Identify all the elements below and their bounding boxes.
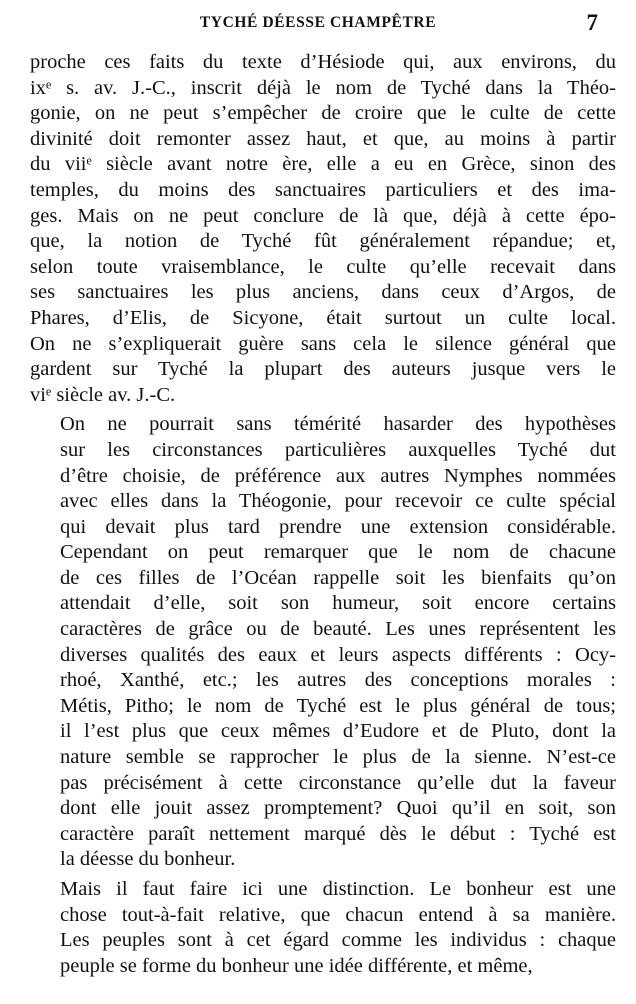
text-line: proche ces faits du texte d’Hésiode qui, aux environs, du bbox=[30, 51, 616, 73]
body-text bbox=[30, 50, 616, 983]
text-line: qui devait plus tard prendre une extension considérable. bbox=[60, 515, 616, 538]
text-line: caractère paraît nettement marqué dès le début : Tyché est bbox=[60, 822, 616, 845]
text-line: pas précisément à cette circonstance qu’elle dut la faveur bbox=[60, 771, 616, 794]
text-line: d’être choisie, de préférence aux autres Nymphes nommées bbox=[60, 464, 616, 487]
text-line: ses sanctuaires les plus anciens, dans ceux d’Argos, de bbox=[30, 281, 616, 304]
paragraph bbox=[30, 412, 616, 873]
text-line: la déesse du bonheur. bbox=[60, 848, 236, 871]
text-line: attendait d’elle, soit son humeur, soit encore certains bbox=[60, 592, 616, 615]
page-header bbox=[0, 12, 636, 38]
text-line: Cependant on peut remarquer que le nom de chacune bbox=[60, 541, 616, 564]
text-line: ixᵉ s. av. J.-C., inscrit déjà le nom de Tyché dans la Théo- bbox=[30, 76, 616, 99]
paragraph bbox=[30, 50, 616, 408]
page-number: 7 bbox=[586, 10, 598, 35]
text-line: chose tout-à-fait relative, que chacun entend à sa manière. bbox=[60, 903, 616, 926]
paragraph bbox=[30, 877, 616, 979]
text-line: gonie, on ne peut s’empêcher de croire que le culte de cette bbox=[30, 102, 616, 125]
text-line: sur les circonstances particulières auxquelles Tyché dut bbox=[60, 438, 616, 461]
text-line: selon toute vraisemblance, le culte qu’elle recevait dans bbox=[30, 255, 616, 278]
text-line: Métis, Pitho; le nom de Tyché est le plus général de tous; bbox=[60, 694, 616, 717]
text-line: de ces filles de l’Océan rappelle soit les bienfaits qu’on bbox=[60, 566, 616, 589]
text-line: que, la notion de Tyché fût généralement répandue; et, bbox=[30, 230, 616, 253]
text-line: viᵉ siècle av. J.-C. bbox=[30, 383, 176, 406]
text-line: il l’est plus que ceux mêmes d’Eudore et de Pluto, dont la bbox=[60, 720, 616, 743]
text-line: divinité doit remonter assez haut, et que, au moins à partir bbox=[30, 127, 616, 150]
text-line: dont elle jouit assez promptement? Quoi qu’il en soit, son bbox=[60, 797, 616, 820]
running-title: TYCHÉ DÉESSE CHAMPÊTRE bbox=[199, 14, 437, 31]
text-line: peuple se forme du bonheur une idée différente, et même, bbox=[60, 954, 533, 977]
text-line: nature semble se rapprocher le plus de la sienne. N’est-ce bbox=[60, 746, 616, 769]
text-line: temples, du moins des sanctuaires particuliers et des ima- bbox=[30, 178, 616, 201]
text-line: gardent sur Tyché la plupart des auteurs jusque vers le bbox=[30, 358, 616, 381]
text-line: diverses qualités des eaux et leurs aspects différents : Ocy- bbox=[60, 643, 616, 666]
text-line: caractères de grâce ou de beauté. Les unes représentent les bbox=[60, 618, 616, 641]
text-line: ges. Mais on ne peut conclure de là que, déjà à cette épo- bbox=[30, 204, 616, 227]
text-line: Phares, d’Elis, de Sicyone, était surtout un culte local. bbox=[30, 306, 616, 329]
text-line: rhoé, Xanthé, etc.; les autres des conceptions morales : bbox=[60, 669, 616, 692]
text-line: On ne s’expliquerait guère sans cela le silence général que bbox=[30, 332, 616, 355]
text-line: avec elles dans la Théogonie, pour recevoir ce culte spécial bbox=[60, 490, 616, 513]
text-line: On ne pourrait sans témérité hasarder des hypothèses bbox=[60, 413, 616, 436]
text-line: du viiᵉ siècle avant notre ère, elle a eu en Grèce, sinon des bbox=[30, 153, 616, 176]
text-line: Mais il faut faire ici une distinction. Le bonheur est une bbox=[60, 878, 616, 900]
text-line: Les peuples sont à cet égard comme les individus : chaque bbox=[60, 929, 616, 952]
